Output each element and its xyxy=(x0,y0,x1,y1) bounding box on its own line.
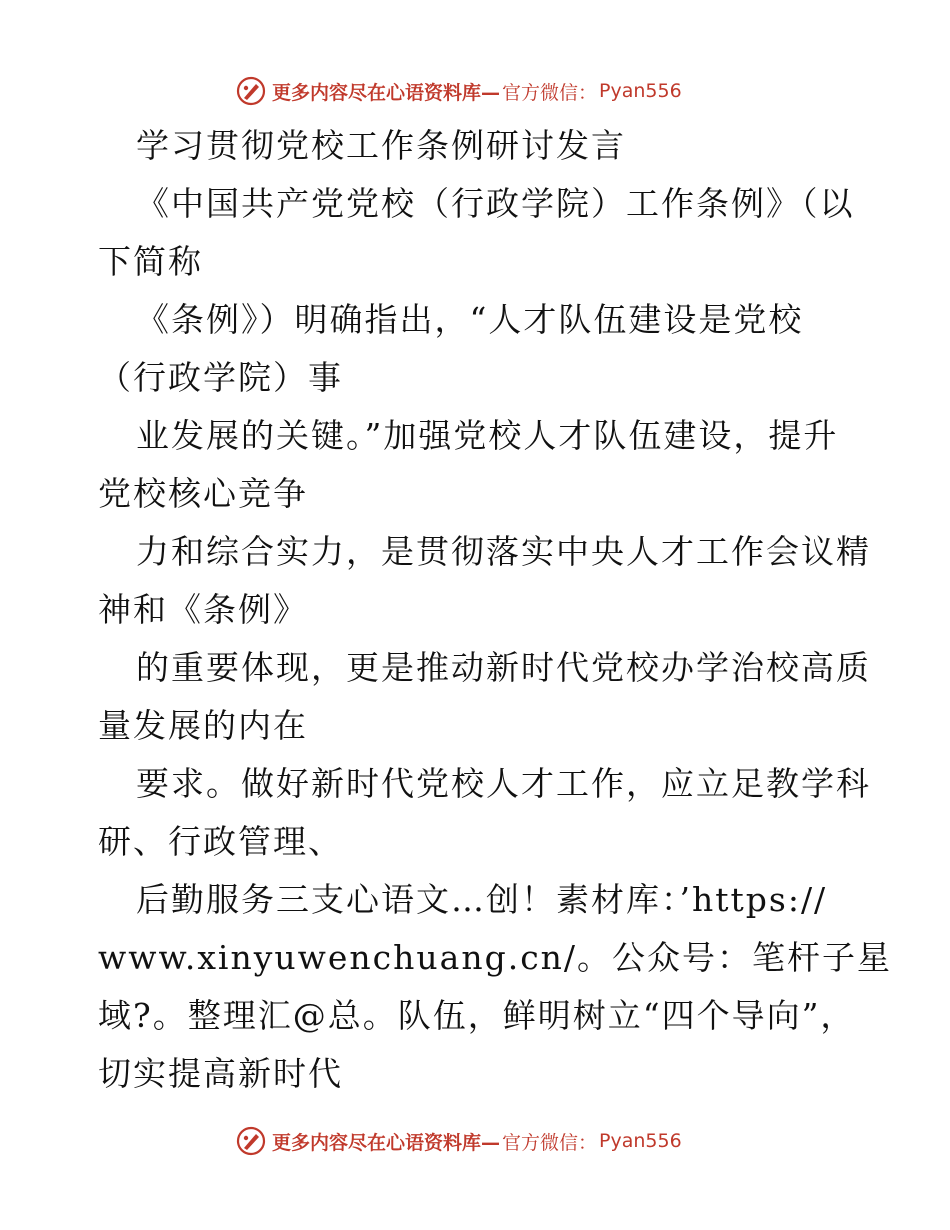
banner-wechat-id: Pyan556 xyxy=(599,1130,682,1152)
paragraph-line: 神和《条例》 xyxy=(98,590,308,629)
banner-wechat-label: 官方微信： xyxy=(502,81,598,104)
paragraph-line: 《条例》）明确指出，“人才队伍建设是党校 xyxy=(136,300,804,339)
banner-wechat-label: 官方微信： xyxy=(502,1131,598,1154)
banner-wechat-id: Pyan556 xyxy=(599,80,682,102)
paragraph-line: 切实提高新时代 xyxy=(98,1054,343,1093)
paragraph-line: 研、行政管理、 xyxy=(98,822,343,861)
paragraph-line: 党校核心竞争 xyxy=(98,474,308,513)
paragraph-line: 量发展的内在 xyxy=(98,706,308,745)
banner-text: 更多内容尽在心语资料库— xyxy=(272,81,501,104)
footer-watermark-banner xyxy=(236,1124,682,1158)
banner-text: 更多内容尽在心语资料库— xyxy=(272,1131,501,1154)
paragraph-line: www.xinyuwenchuang.cn/。公众号：笔杆子星 xyxy=(98,938,893,977)
paragraph-line: 的重要体现，更是推动新时代党校办学治校高质 xyxy=(136,648,871,687)
paragraph-line: 下简称 xyxy=(98,242,203,281)
paragraph-line: （行政学院）事 xyxy=(98,358,343,397)
paragraph-line: 业发展的关键。”加强党校人才队伍建设，提升 xyxy=(136,416,839,455)
document-title: 学习贯彻党校工作条例研讨发言 xyxy=(136,126,626,165)
paragraph-line: 后勤服务三支心语文…创！素材库：’https:// xyxy=(136,880,828,919)
quill-logo-icon xyxy=(236,1126,266,1156)
paragraph-line: 《中国共产党党校（行政学院）工作条例》（以 xyxy=(136,184,855,223)
header-watermark-banner xyxy=(236,74,682,108)
quill-logo-icon xyxy=(236,76,266,106)
paragraph-line: 力和综合实力，是贯彻落实中央人才工作会议精 xyxy=(136,532,871,571)
paragraph-line: 要求。做好新时代党校人才工作，应立足教学科 xyxy=(136,764,871,803)
paragraph-line: 域?。整理汇@总。队伍，鲜明树立“四个导向”， xyxy=(98,996,856,1035)
